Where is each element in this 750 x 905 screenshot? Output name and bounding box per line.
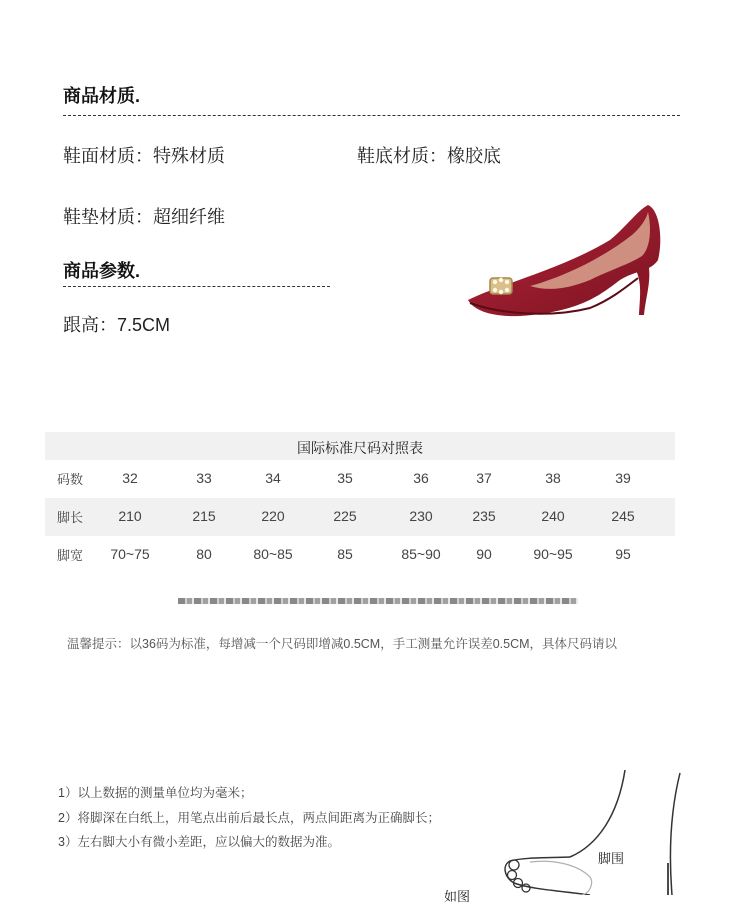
table-row: [45, 536, 675, 574]
table-cell: 90~95: [533, 546, 573, 562]
table-cell: 215: [192, 508, 216, 524]
sole-material: 鞋底材质：橡胶底: [357, 146, 501, 166]
foot-girth-label: 脚围: [598, 851, 625, 866]
table-cell: 36: [413, 470, 429, 486]
row-label: 码数: [57, 472, 84, 487]
table-cell: 80: [196, 546, 212, 562]
table-cell: 70~75: [110, 546, 150, 562]
table-cell: 235: [472, 508, 496, 524]
shoe-product-image: [460, 200, 670, 325]
size-table: [45, 432, 675, 574]
insole-material: 鞋垫材质：超细纤维: [63, 207, 225, 227]
size-table-header: [45, 432, 675, 460]
table-cell: 37: [476, 470, 492, 486]
upper-material: 鞋面材质：特殊材质: [63, 146, 225, 166]
material-divider: [63, 115, 680, 116]
table-row: [45, 498, 675, 536]
table-row: [45, 460, 675, 498]
table-cell: 240: [541, 508, 565, 524]
table-cell: 95: [615, 546, 631, 562]
params-title: 商品参数.: [63, 261, 141, 281]
table-cell: 38: [545, 470, 561, 486]
table-cell: 34: [265, 470, 281, 486]
row-label: 脚长: [57, 510, 84, 525]
table-cell: 245: [611, 508, 635, 524]
foot-diagram: [490, 765, 700, 895]
foot-cut-label: 如图: [444, 889, 471, 904]
table-cell: 90: [476, 546, 492, 562]
params-divider: [63, 286, 330, 287]
note-item: 3）左右脚大小有微小差距，应以偏大的数据为准。: [58, 835, 340, 849]
size-table-title: 国际标准尺码对照表: [297, 440, 423, 456]
table-cell: 230: [409, 508, 433, 524]
material-title: 商品材质.: [63, 86, 141, 106]
buckle-ornament: [490, 278, 512, 294]
table-cell: 35: [337, 470, 353, 486]
table-cell: 85~90: [401, 546, 441, 562]
row-label: 脚宽: [57, 548, 84, 563]
table-cell: 39: [615, 470, 631, 486]
table-cell: 225: [333, 508, 357, 524]
table-cell: 85: [337, 546, 353, 562]
note-item: 2）将脚深在白纸上，用笔点出前后最长点，两点间距离为正确脚长；: [58, 811, 440, 825]
heel-height: 跟高：7.5CM: [63, 315, 171, 335]
table-cell: 32: [122, 470, 138, 486]
note-item: 1）以上数据的测量单位均为毫米；: [58, 786, 253, 800]
size-tip: 温馨提示：以36码为标准，每增减一个尺码即增减0.5CM，手工测量允许误差0.5CM，具体尺码请以: [67, 637, 618, 651]
table-cell: 220: [261, 508, 285, 524]
cropped-text-strip: [178, 598, 578, 604]
table-cell: 33: [196, 470, 212, 486]
table-cell: 80~85: [253, 546, 293, 562]
table-cell: 210: [118, 508, 142, 524]
